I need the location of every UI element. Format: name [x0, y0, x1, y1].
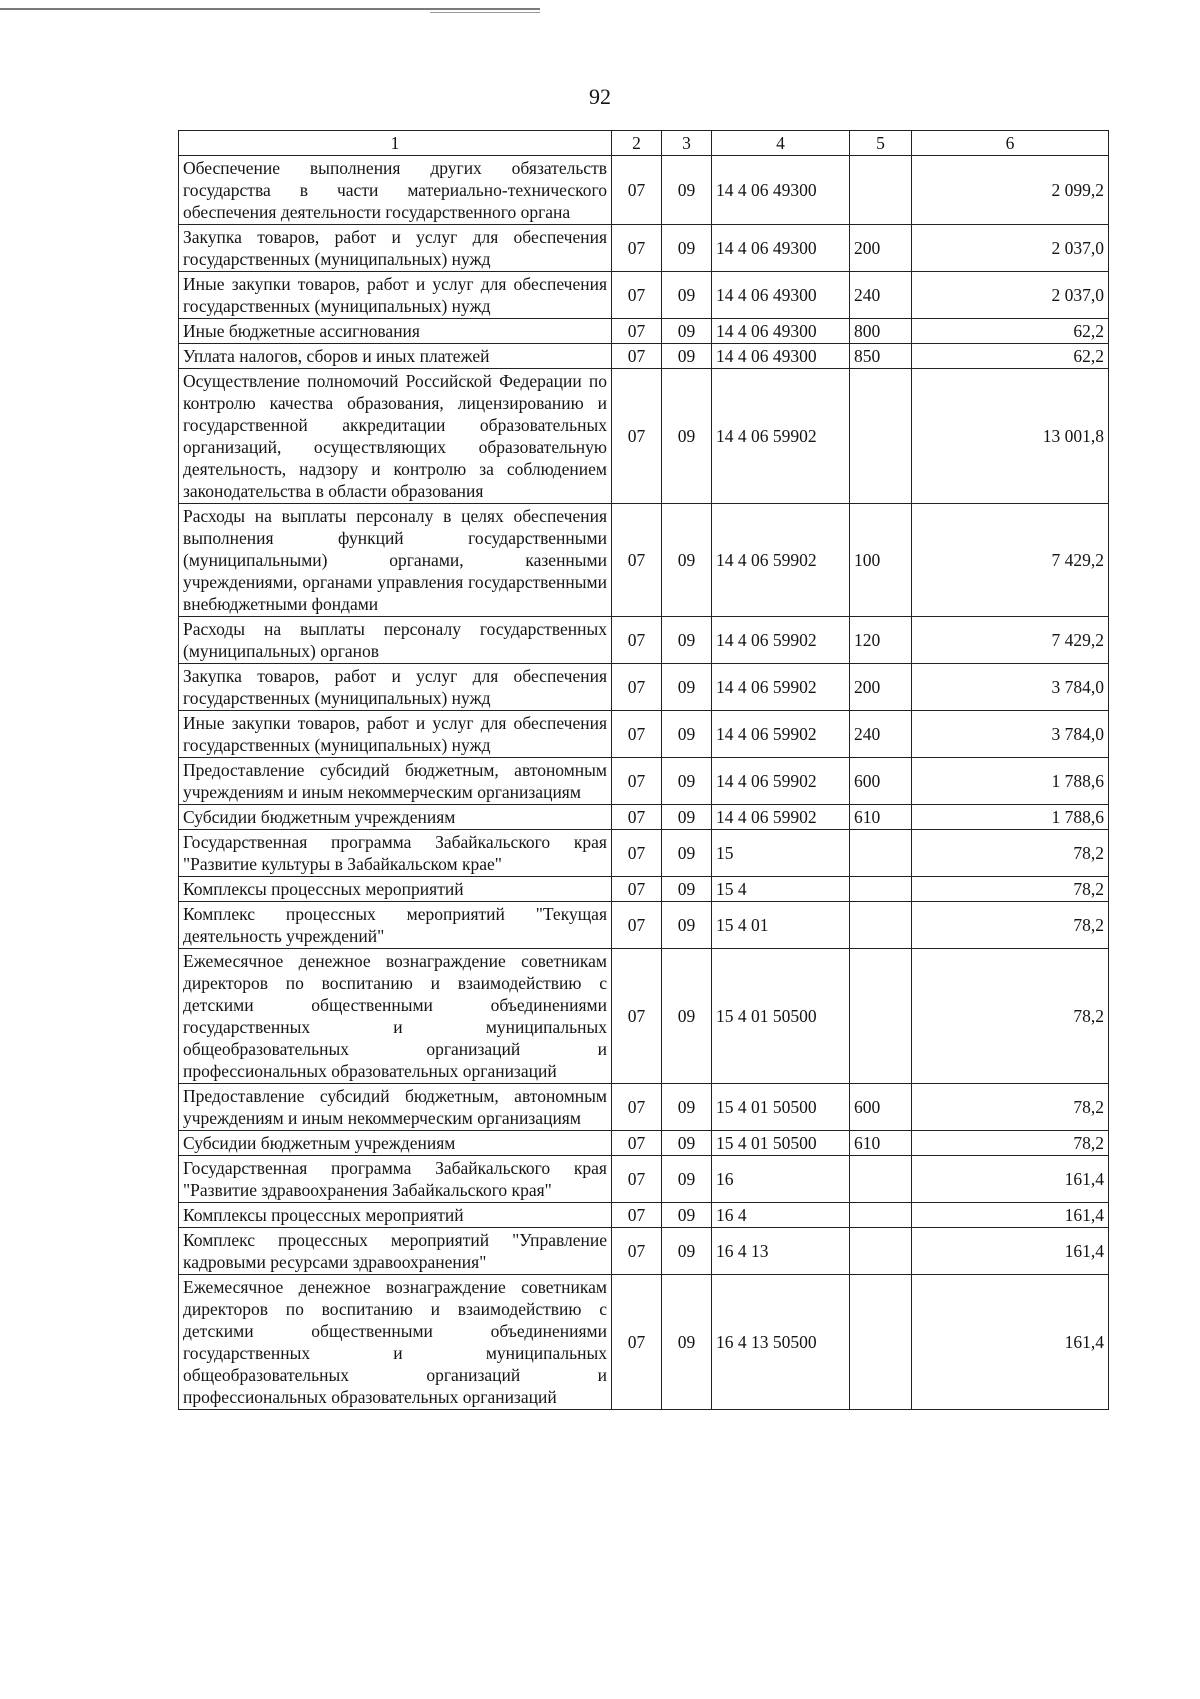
row-amount: 161,4 [912, 1228, 1109, 1275]
row-amount: 3 784,0 [912, 711, 1109, 758]
row-name: Ежемесячное денежное вознаграждение советникам директоров по воспитанию и взаимодействию с детскими общественными объединениями государственных и муниципальных общеобразовательных организаций и профессиональных образовательных организаций [179, 949, 612, 1084]
row-subsection: 09 [662, 664, 712, 711]
row-target-article: 16 4 [712, 1203, 850, 1228]
row-expense-type: 850 [850, 344, 912, 369]
row-section: 07 [612, 369, 662, 504]
row-expense-type: 240 [850, 711, 912, 758]
row-subsection: 09 [662, 156, 712, 225]
row-subsection: 09 [662, 1228, 712, 1275]
table-row [179, 1131, 1109, 1156]
row-subsection: 09 [662, 902, 712, 949]
row-amount: 78,2 [912, 877, 1109, 902]
table-row [179, 1084, 1109, 1131]
row-target-article: 14 4 06 49300 [712, 156, 850, 225]
row-target-article: 14 4 06 59902 [712, 504, 850, 617]
table-row [179, 369, 1109, 504]
row-section: 07 [612, 805, 662, 830]
row-section: 07 [612, 949, 662, 1084]
row-section: 07 [612, 1203, 662, 1228]
row-target-article: 14 4 06 49300 [712, 319, 850, 344]
row-section: 07 [612, 1131, 662, 1156]
row-name: Уплата налогов, сборов и иных платежей [179, 344, 612, 369]
scan-artifact-line [0, 8, 540, 10]
row-subsection: 09 [662, 711, 712, 758]
row-subsection: 09 [662, 1131, 712, 1156]
table-row [179, 319, 1109, 344]
table-row [179, 1156, 1109, 1203]
column-header-target-article: 4 [712, 131, 850, 156]
row-target-article: 15 4 01 50500 [712, 949, 850, 1084]
row-name: Комплексы процессных мероприятий [179, 877, 612, 902]
row-target-article: 15 4 01 [712, 902, 850, 949]
row-target-article: 15 4 01 50500 [712, 1131, 850, 1156]
row-amount: 78,2 [912, 949, 1109, 1084]
row-name: Закупка товаров, работ и услуг для обеспечения государственных (муниципальных) нужд [179, 664, 612, 711]
row-expense-type [850, 902, 912, 949]
row-expense-type [850, 1228, 912, 1275]
row-subsection: 09 [662, 830, 712, 877]
row-expense-type: 600 [850, 758, 912, 805]
row-expense-type: 100 [850, 504, 912, 617]
row-name: Закупка товаров, работ и услуг для обеспечения государственных (муниципальных) нужд [179, 225, 612, 272]
row-expense-type: 240 [850, 272, 912, 319]
row-amount: 161,4 [912, 1275, 1109, 1410]
row-section: 07 [612, 877, 662, 902]
row-section: 07 [612, 272, 662, 319]
row-name: Иные закупки товаров, работ и услуг для обеспечения государственных (муниципальных) нужд [179, 711, 612, 758]
table-row [179, 902, 1109, 949]
row-expense-type [850, 949, 912, 1084]
row-target-article: 14 4 06 59902 [712, 617, 850, 664]
table-row [179, 1228, 1109, 1275]
row-amount: 2 037,0 [912, 225, 1109, 272]
row-section: 07 [612, 1084, 662, 1131]
row-subsection: 09 [662, 225, 712, 272]
row-section: 07 [612, 758, 662, 805]
row-amount: 78,2 [912, 1084, 1109, 1131]
table-row [179, 617, 1109, 664]
row-target-article: 16 [712, 1156, 850, 1203]
row-name: Предоставление субсидий бюджетным, автономным учреждениям и иным некоммерческим организациям [179, 1084, 612, 1131]
row-subsection: 09 [662, 1084, 712, 1131]
row-subsection: 09 [662, 949, 712, 1084]
row-section: 07 [612, 1156, 662, 1203]
row-section: 07 [612, 319, 662, 344]
table-row [179, 225, 1109, 272]
row-name: Государственная программа Забайкальского края "Развитие культуры в Забайкальском крае" [179, 830, 612, 877]
row-expense-type [850, 369, 912, 504]
row-target-article: 14 4 06 49300 [712, 344, 850, 369]
row-target-article: 14 4 06 59902 [712, 369, 850, 504]
row-subsection: 09 [662, 877, 712, 902]
row-expense-type [850, 156, 912, 225]
row-target-article: 14 4 06 59902 [712, 664, 850, 711]
row-name: Предоставление субсидий бюджетным, автономным учреждениям и иным некоммерческим организациям [179, 758, 612, 805]
row-expense-type: 610 [850, 805, 912, 830]
page-number: 92 [589, 84, 611, 109]
row-name: Государственная программа Забайкальского края "Развитие здравоохранения Забайкальского края" [179, 1156, 612, 1203]
row-name: Комплекс процессных мероприятий "Управление кадровыми ресурсами здравоохранения" [179, 1228, 612, 1275]
column-header-subsection: 3 [662, 131, 712, 156]
row-expense-type [850, 877, 912, 902]
row-name: Расходы на выплаты персоналу государственных (муниципальных) органов [179, 617, 612, 664]
row-name: Обеспечение выполнения других обязательств государства в части материально-технического обеспечения деятельности государственного органа [179, 156, 612, 225]
row-name: Осуществление полномочий Российской Федерации по контролю качества образования, лицензированию и государственной аккредитации образовательных организаций, осуществляющих образовательную деятельность, надзору и контролю за соблюдением законодательства в области образования [179, 369, 612, 504]
row-amount: 161,4 [912, 1156, 1109, 1203]
row-subsection: 09 [662, 504, 712, 617]
row-section: 07 [612, 344, 662, 369]
row-amount: 1 788,6 [912, 758, 1109, 805]
row-section: 07 [612, 902, 662, 949]
table-row [179, 664, 1109, 711]
row-target-article: 16 4 13 [712, 1228, 850, 1275]
row-section: 07 [612, 225, 662, 272]
table-row [179, 949, 1109, 1084]
table-header-row [179, 131, 1109, 156]
row-amount: 3 784,0 [912, 664, 1109, 711]
table-row [179, 1275, 1109, 1410]
table-row [179, 272, 1109, 319]
row-subsection: 09 [662, 1156, 712, 1203]
row-subsection: 09 [662, 319, 712, 344]
row-subsection: 09 [662, 272, 712, 319]
column-header-amount: 6 [912, 131, 1109, 156]
table-row [179, 1203, 1109, 1228]
row-expense-type [850, 830, 912, 877]
row-amount: 161,4 [912, 1203, 1109, 1228]
row-section: 07 [612, 156, 662, 225]
row-amount: 62,2 [912, 344, 1109, 369]
row-target-article: 15 4 [712, 877, 850, 902]
scan-artifact-line [430, 12, 540, 13]
row-target-article: 14 4 06 59902 [712, 758, 850, 805]
row-section: 07 [612, 1228, 662, 1275]
row-amount: 7 429,2 [912, 617, 1109, 664]
row-amount: 2 099,2 [912, 156, 1109, 225]
column-header-name: 1 [179, 131, 612, 156]
row-subsection: 09 [662, 617, 712, 664]
row-section: 07 [612, 664, 662, 711]
row-amount: 62,2 [912, 319, 1109, 344]
row-name: Комплекс процессных мероприятий "Текущая деятельность учреждений" [179, 902, 612, 949]
row-target-article: 16 4 13 50500 [712, 1275, 850, 1410]
row-name: Субсидии бюджетным учреждениям [179, 805, 612, 830]
column-header-section: 2 [612, 131, 662, 156]
row-amount: 7 429,2 [912, 504, 1109, 617]
row-subsection: 09 [662, 369, 712, 504]
row-subsection: 09 [662, 758, 712, 805]
row-target-article: 14 4 06 59902 [712, 805, 850, 830]
row-name: Расходы на выплаты персоналу в целях обеспечения выполнения функций государственными (муниципальными) органами, казенными учреждениями, органами управления государственными внебюджетными фондами [179, 504, 612, 617]
table-row [179, 758, 1109, 805]
row-expense-type [850, 1275, 912, 1410]
row-name: Субсидии бюджетным учреждениям [179, 1131, 612, 1156]
row-expense-type: 600 [850, 1084, 912, 1131]
row-section: 07 [612, 830, 662, 877]
row-amount: 1 788,6 [912, 805, 1109, 830]
table-row [179, 711, 1109, 758]
row-expense-type: 610 [850, 1131, 912, 1156]
row-target-article: 15 4 01 50500 [712, 1084, 850, 1131]
row-amount: 78,2 [912, 830, 1109, 877]
row-subsection: 09 [662, 1275, 712, 1410]
table-row [179, 504, 1109, 617]
row-target-article: 14 4 06 49300 [712, 272, 850, 319]
row-subsection: 09 [662, 1203, 712, 1228]
column-header-expense-type: 5 [850, 131, 912, 156]
row-section: 07 [612, 1275, 662, 1410]
row-amount: 78,2 [912, 902, 1109, 949]
row-amount: 2 037,0 [912, 272, 1109, 319]
budget-table [178, 130, 1109, 1410]
table-row [179, 830, 1109, 877]
row-section: 07 [612, 617, 662, 664]
row-name: Комплексы процессных мероприятий [179, 1203, 612, 1228]
row-target-article: 15 [712, 830, 850, 877]
row-expense-type [850, 1156, 912, 1203]
row-section: 07 [612, 711, 662, 758]
row-target-article: 14 4 06 59902 [712, 711, 850, 758]
row-expense-type [850, 1203, 912, 1228]
row-section: 07 [612, 504, 662, 617]
row-expense-type: 800 [850, 319, 912, 344]
row-subsection: 09 [662, 805, 712, 830]
row-subsection: 09 [662, 344, 712, 369]
row-amount: 13 001,8 [912, 369, 1109, 504]
table-row [179, 877, 1109, 902]
row-name: Иные бюджетные ассигнования [179, 319, 612, 344]
row-name: Иные закупки товаров, работ и услуг для обеспечения государственных (муниципальных) нужд [179, 272, 612, 319]
row-target-article: 14 4 06 49300 [712, 225, 850, 272]
budget-table-body [179, 131, 1109, 1410]
row-expense-type: 200 [850, 664, 912, 711]
row-amount: 78,2 [912, 1131, 1109, 1156]
row-expense-type: 120 [850, 617, 912, 664]
table-row [179, 156, 1109, 225]
table-row [179, 344, 1109, 369]
row-name: Ежемесячное денежное вознаграждение советникам директоров по воспитанию и взаимодействию с детскими общественными объединениями государственных и муниципальных общеобразовательных организаций и профессиональных образовательных организаций [179, 1275, 612, 1410]
row-expense-type: 200 [850, 225, 912, 272]
table-row [179, 805, 1109, 830]
